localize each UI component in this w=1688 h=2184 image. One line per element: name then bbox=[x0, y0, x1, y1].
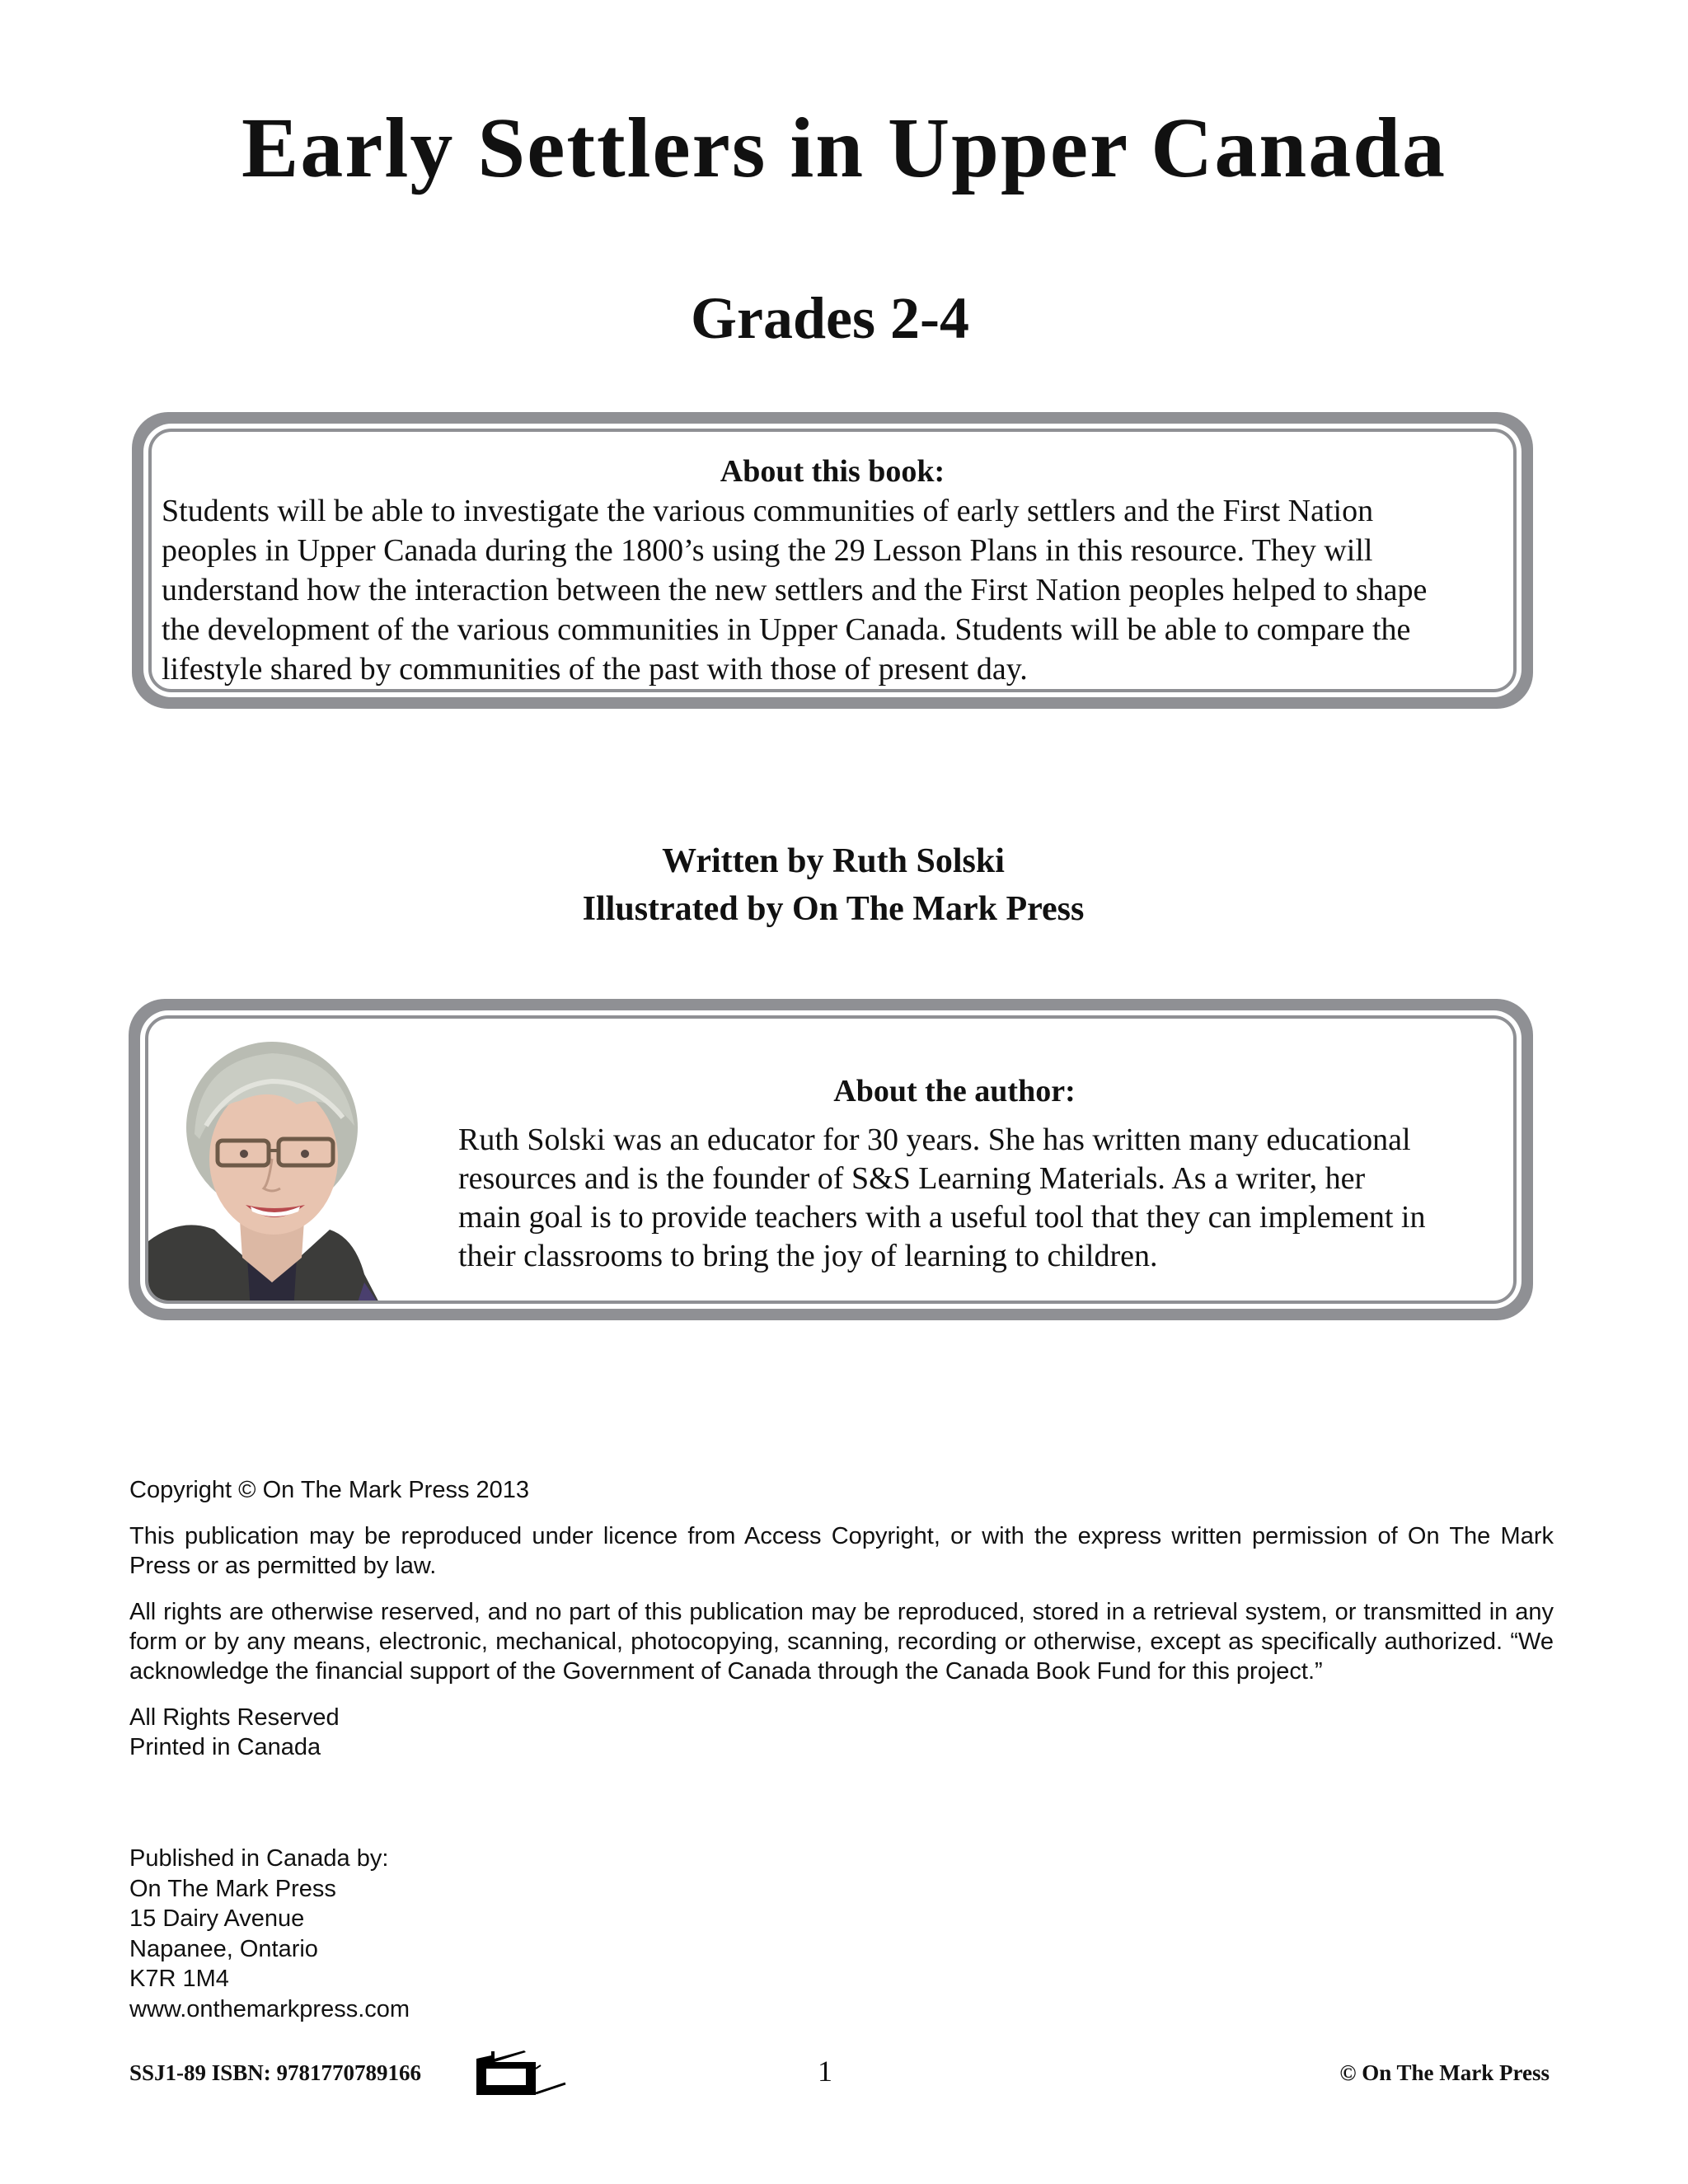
about-book-box bbox=[132, 412, 1533, 709]
about-book-text bbox=[162, 491, 1505, 689]
footer-copyright: © On The Mark Press bbox=[1339, 2060, 1550, 2085]
about-author-text bbox=[458, 1121, 1425, 1276]
copyright-line: Copyright © On The Mark Press 2013 bbox=[129, 1477, 530, 1503]
licence-paragraph: This publication may be reproduced under licence from Access Copyright, or with the express written permission of On The Mark Press or as permitted by law. bbox=[129, 1523, 1554, 1579]
page-number: 1 bbox=[818, 2055, 832, 2088]
grade-level: Grades 2-4 bbox=[691, 285, 969, 351]
text-line: Students will be able to investigate the various communities of early settlers and the First Nation bbox=[162, 494, 1374, 528]
text-line: their classrooms to bring the joy of learning to children. bbox=[458, 1239, 1158, 1273]
text-line: the development of the various communities in Upper Canada. Students will be able to compare the bbox=[162, 612, 1411, 647]
photocopier-icon bbox=[475, 2049, 574, 2095]
text-line: resources and is the founder of S&S Learning Materials. As a writer, her bbox=[458, 1161, 1366, 1196]
publisher-name: On The Mark Press bbox=[129, 1875, 336, 1902]
text-line: peoples in Upper Canada during the 1800’s using the 29 Lesson Plans in this resource. They will bbox=[162, 533, 1373, 568]
publisher-postal-code: K7R 1M4 bbox=[129, 1966, 229, 1992]
text-line: Ruth Solski was an educator for 30 years. She has written many educational bbox=[458, 1122, 1411, 1157]
legal-notice bbox=[129, 1475, 1554, 1779]
publisher-street: 15 Dairy Avenue bbox=[129, 1905, 305, 1932]
box-content bbox=[148, 429, 1517, 692]
about-author-box bbox=[129, 999, 1533, 1320]
publisher-label: Published in Canada by: bbox=[129, 1845, 389, 1872]
text-line: main goal is to provide teachers with a useful tool that they can implement in bbox=[458, 1200, 1426, 1235]
illustrator-credit: Illustrated by On The Mark Press bbox=[582, 890, 1085, 928]
about-author-heading: About the author: bbox=[833, 1074, 1076, 1108]
printed-in: Printed in Canada bbox=[129, 1734, 321, 1760]
rights-block bbox=[129, 1703, 1554, 1762]
publisher-address bbox=[129, 1844, 410, 2024]
box-frame bbox=[140, 1010, 1522, 1309]
document-title: Early Settlers in Upper Canada bbox=[241, 101, 1447, 195]
text-line: lifestyle shared by communities of the past with those of present day. bbox=[162, 652, 1028, 687]
box-content bbox=[145, 1015, 1517, 1304]
publisher-city: Napanee, Ontario bbox=[129, 1935, 318, 1962]
rights-paragraph: All rights are otherwise reserved, and no part of this publication may be reproduced, stored in a retrieval system, or transmitted in any form or by any means, electronic, mechanical, photocopying, scanning, recording or otherwise, except as specifically authorized. “We acknowledge the financial support of the Government of Canada through the Canada Book Fund for this project.” bbox=[129, 1599, 1554, 1685]
all-rights-reserved: All Rights Reserved bbox=[129, 1704, 340, 1731]
page-footer bbox=[0, 2049, 1688, 2098]
about-book-heading: About this book: bbox=[720, 454, 945, 489]
text-line: understand how the interaction between the new settlers and the First Nation peoples helped to shape bbox=[162, 573, 1428, 607]
author-credit: Written by Ruth Solski bbox=[662, 842, 1005, 880]
author-photo bbox=[148, 1035, 396, 1304]
credits bbox=[0, 837, 1667, 933]
publisher-website[interactable]: www.onthemarkpress.com bbox=[129, 1995, 410, 2022]
isbn-label: SSJ1-89 ISBN: 9781770789166 bbox=[129, 2060, 422, 2085]
box-frame bbox=[143, 424, 1522, 697]
